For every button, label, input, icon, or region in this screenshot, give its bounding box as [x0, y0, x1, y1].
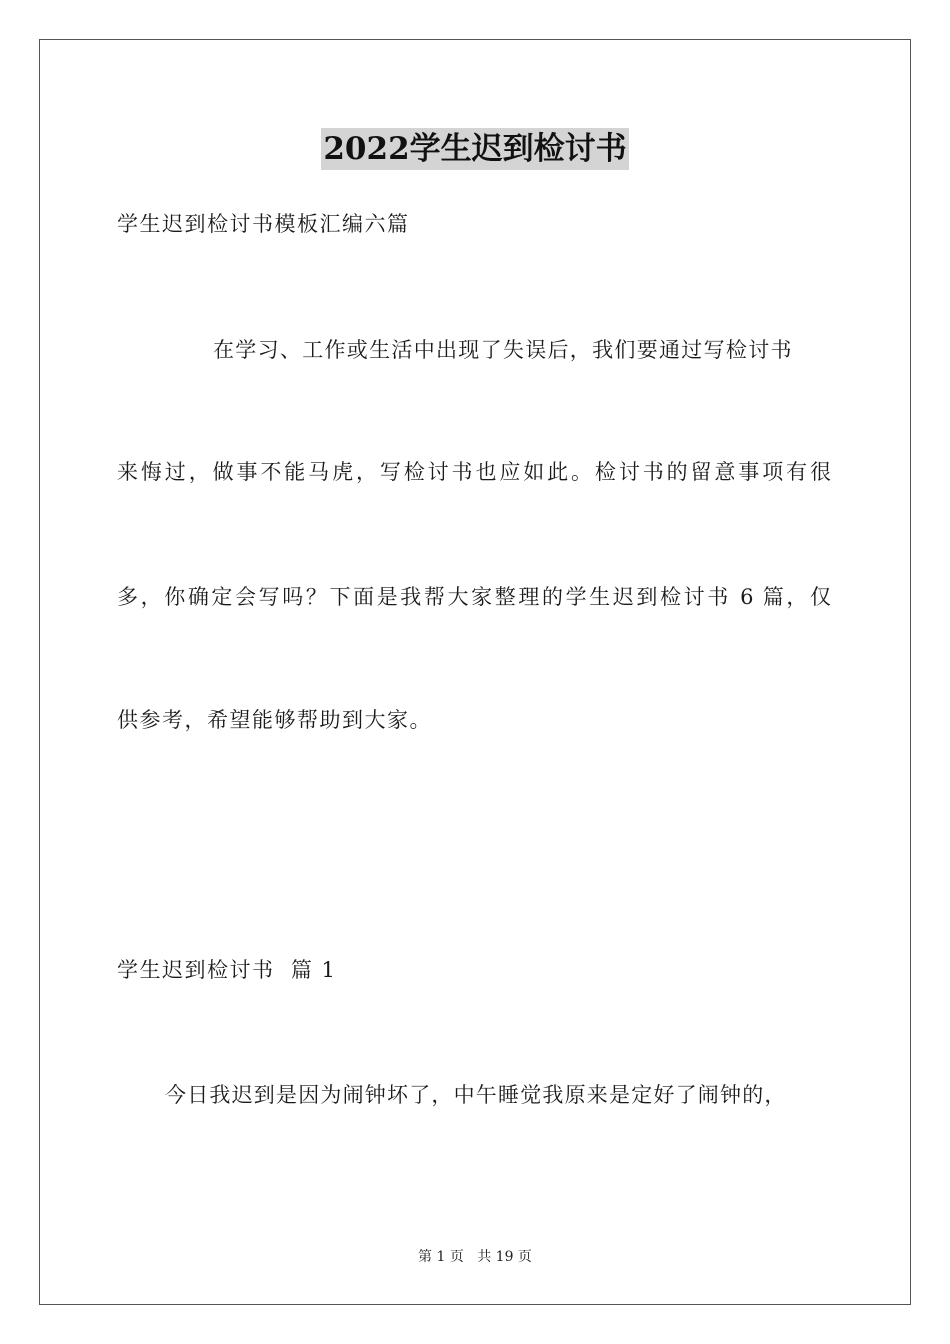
intro-line-3: 多，你确定会写吗？下面是我帮大家整理的学生迟到检讨书 6 篇，仅: [117, 585, 831, 609]
intro-line-1: 在学习、工作或生活中出现了失误后，我们要通过写检讨书: [213, 338, 793, 362]
intro-line-2: 来悔过，做事不能马虎，写检讨书也应如此。检讨书的留意事项有很: [117, 460, 831, 484]
document-subtitle: 学生迟到检讨书模板汇编六篇: [117, 212, 410, 236]
page-total: 共 19 页: [477, 1249, 532, 1265]
section-body-line: 今日我迟到是因为闹钟坏了，中午睡觉我原来是定好了闹钟的，: [165, 1083, 787, 1107]
title-container: [0, 128, 950, 170]
section-heading: 学生迟到检讨书 篇 1: [117, 958, 337, 982]
page-footer: [0, 1247, 950, 1267]
document-title: 2022学生迟到检讨书: [321, 128, 628, 170]
page-number: 第 1 页: [418, 1249, 464, 1265]
intro-line-4: 供参考，希望能够帮助到大家。: [117, 708, 432, 732]
